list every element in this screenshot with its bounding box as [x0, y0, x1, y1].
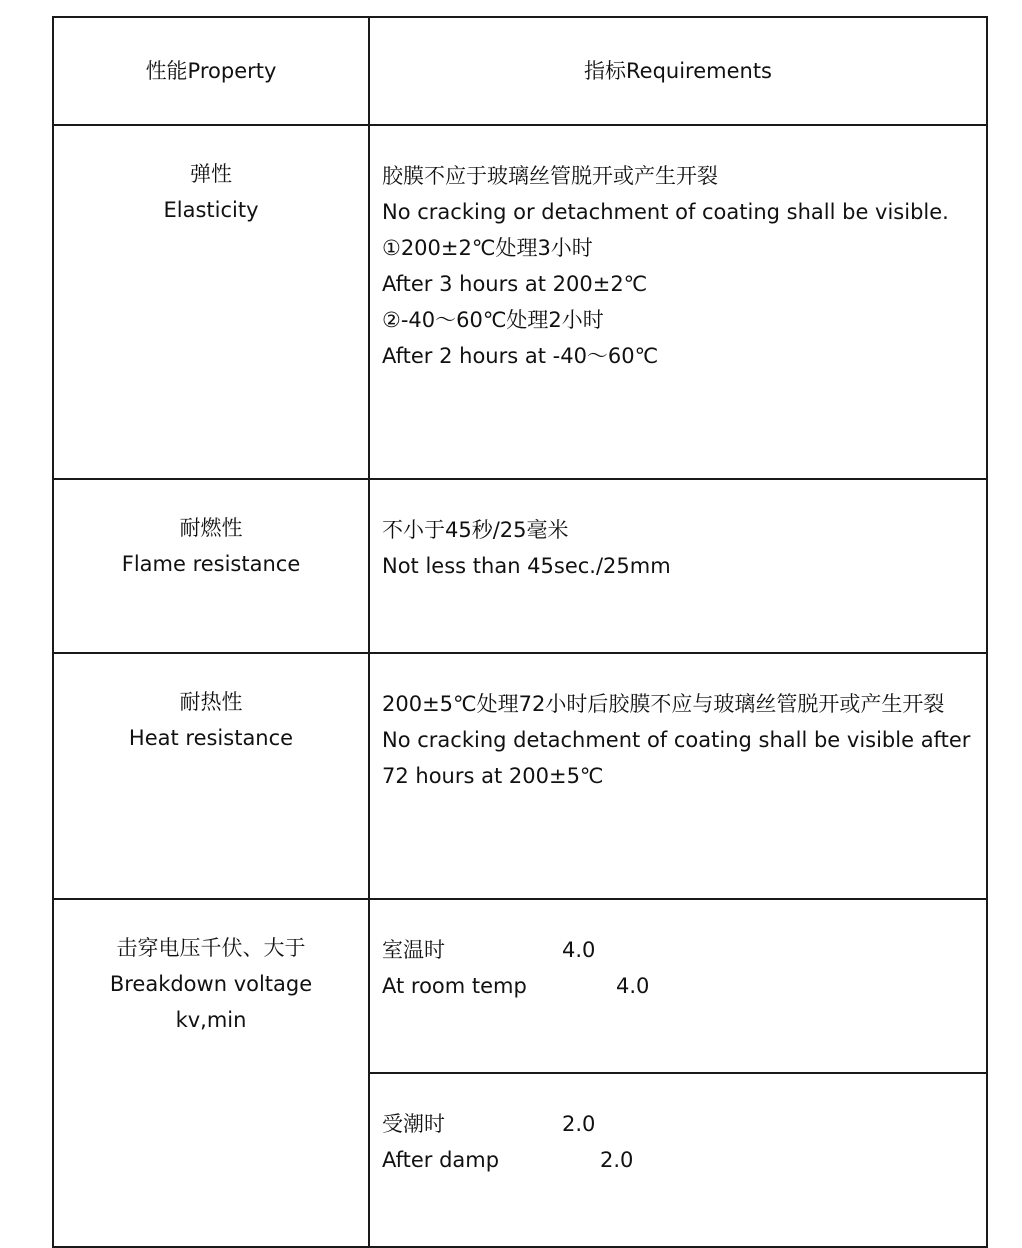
property-en: Heat resistance	[128, 726, 294, 750]
requirement-cell	[369, 899, 987, 1073]
requirement-cell	[369, 479, 987, 653]
requirement-pair	[382, 932, 974, 968]
property-cell	[53, 125, 369, 479]
property-cn: 耐热性	[179, 690, 243, 714]
requirement-value: 4.0	[562, 938, 596, 962]
property-cn: 击穿电压千伏、大于	[116, 936, 306, 960]
requirement-line: ②-40～60℃处理2小时	[382, 308, 604, 332]
requirement-cell	[369, 125, 987, 479]
requirement-line: 200±5℃处理72小时后胶膜不应与玻璃丝管脱开或产生开裂	[382, 692, 945, 716]
property-en: Elasticity	[163, 198, 259, 222]
requirement-line: Not less than 45sec./25mm	[382, 554, 671, 578]
property-en: Breakdown voltage	[109, 972, 313, 996]
property-cell	[53, 899, 369, 1247]
requirement-line: ①200±2℃处理3小时	[382, 236, 593, 260]
requirement-cell	[369, 1073, 987, 1247]
requirement-value: 2.0	[562, 1112, 596, 1136]
property-unit: kv,min	[175, 1008, 247, 1032]
requirement-line: 不小于45秒/25毫米	[382, 518, 569, 542]
requirement-pair	[382, 1142, 974, 1178]
table-row	[53, 125, 987, 479]
requirement-line: After 2 hours at -40～60℃	[382, 344, 659, 368]
requirement-line: 胶膜不应于玻璃丝管脱开或产生开裂	[382, 164, 718, 188]
header-property: 性能Property	[53, 17, 369, 125]
property-cell	[53, 653, 369, 899]
requirement-cell	[369, 653, 987, 899]
property-cn: 弹性	[190, 162, 232, 186]
requirement-label: After damp	[382, 1148, 500, 1172]
table-row	[53, 479, 987, 653]
spec-table	[52, 16, 988, 1248]
requirement-label: 受潮时	[382, 1112, 445, 1136]
requirement-line: No cracking detachment of coating shall be visible after 72 hours at 200±5℃	[382, 728, 971, 788]
property-cell	[53, 479, 369, 653]
requirement-line: No cracking or detachment of coating shall be visible.	[382, 200, 949, 224]
property-cn: 耐燃性	[179, 516, 243, 540]
table-row	[53, 653, 987, 899]
table-row	[53, 899, 987, 1073]
requirement-line: After 3 hours at 200±2℃	[382, 272, 648, 296]
requirement-value: 4.0	[616, 974, 650, 998]
requirement-value: 2.0	[600, 1148, 634, 1172]
header-requirements: 指标Requirements	[369, 17, 987, 125]
requirement-label: 室温时	[382, 938, 445, 962]
requirement-pair	[382, 968, 974, 1004]
property-en: Flame resistance	[121, 552, 301, 576]
requirement-label: At room temp	[382, 974, 527, 998]
requirement-pair	[382, 1106, 974, 1142]
table-header-row	[53, 17, 987, 125]
